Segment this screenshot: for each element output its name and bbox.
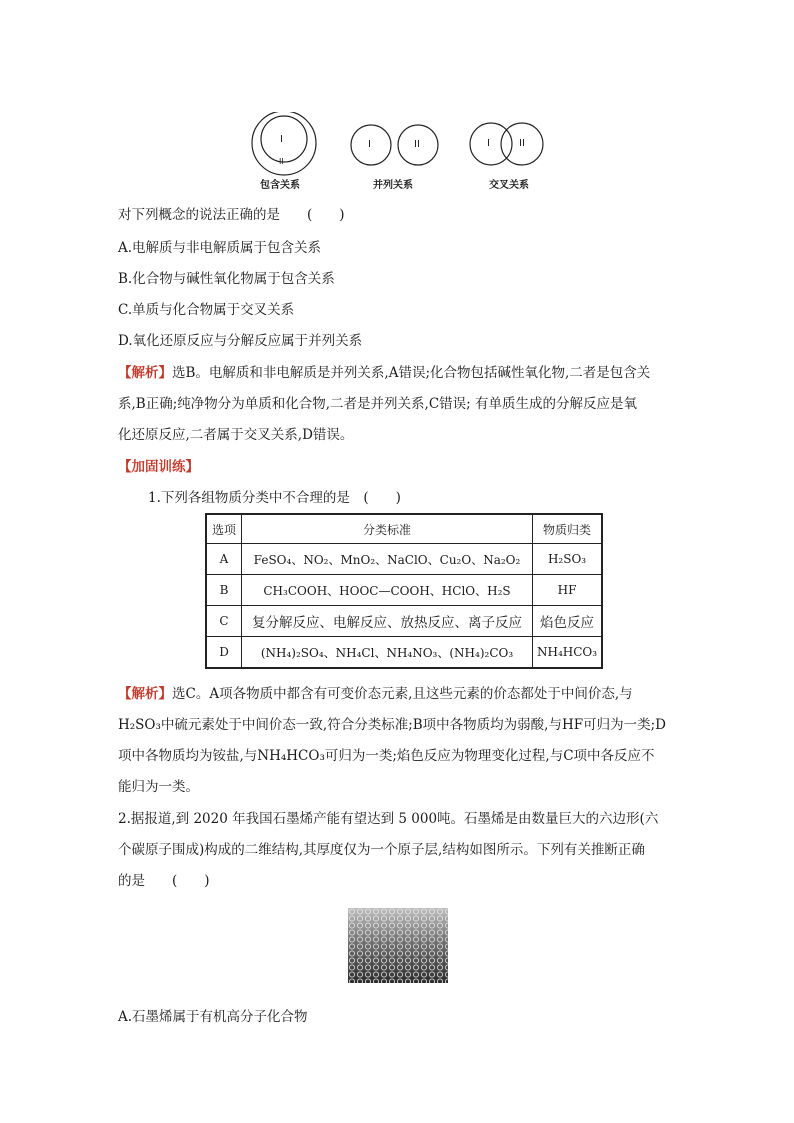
contain-caption: 包含关系: [260, 180, 300, 191]
parallel-caption: 并列关系: [373, 180, 413, 191]
header-cell: 选项: [206, 514, 242, 544]
analysis-line: 能归为一类。: [118, 779, 199, 795]
analysis-line: 系,B正确;纯净物分为单质和化合物,二者是并列关系,C错误; 有单质生成的分解反应是氧: [118, 396, 638, 412]
question-stem: 对下列概念的说法正确的是 ( ): [118, 207, 345, 223]
table-cell: HF: [533, 575, 603, 606]
analysis-line: 化还原反应,二者属于交叉关系,D错误。: [118, 427, 354, 443]
option-b: B.化合物与碱性氧化物属于包含关系: [118, 271, 335, 287]
table-row: [206, 544, 602, 575]
practice-tag: 【加固训练】: [118, 459, 199, 475]
cross-label-one: I: [487, 138, 490, 149]
table-cell: FeSO₄、NO₂、MnO₂、NaClO、Cu₂O、Na₂O₂: [242, 544, 533, 575]
analysis-paragraph-line: [118, 364, 650, 382]
contain-label-one: I: [280, 134, 283, 145]
classification-table: [205, 513, 603, 669]
question-2-line: 的是 ( ): [118, 873, 210, 889]
table-cell: D: [206, 637, 242, 669]
table-cell: CH₃COOH、HOOC—COOH、HClO、H₂S: [242, 575, 533, 606]
question-2-line: 2.据报道,到 2020 年我国石墨烯产能有望达到 5 000吨。石墨烯是由数量巨大的六边形(六: [118, 811, 659, 827]
parallel-circle-one: [351, 125, 391, 165]
analysis-tag: 【解析】: [118, 365, 172, 381]
relationship-diagram: [240, 112, 560, 192]
table-row: [206, 575, 602, 606]
header-cell: 分类标准: [242, 514, 533, 544]
table-row: [206, 637, 602, 669]
parallel-label-two: II: [414, 139, 420, 150]
table-cell: 复分解反应、电解反应、放热反应、离子反应: [242, 606, 533, 637]
graphene-structure-image: [348, 908, 448, 983]
parallel-label-one: I: [368, 139, 371, 150]
graphene-lattice: [348, 908, 448, 983]
cross-label-two: II: [519, 138, 525, 149]
analysis-text: 选C。A项各物质中都含有可变价态元素,且这些元素的价态都处于中间价态,与: [172, 686, 633, 702]
option-d: D.氧化还原反应与分解反应属于并列关系: [118, 333, 363, 349]
contain-label-two: II: [279, 157, 284, 166]
analysis-text: 选B。电解质和非电解质是并列关系,A错误;化合物包括碱性氧化物,二者是包含关: [172, 365, 651, 381]
table-cell: A: [206, 544, 242, 575]
table-cell: 焰色反应: [533, 606, 603, 637]
header-cell: 物质归类: [533, 514, 603, 544]
option-a: A.石墨烯属于有机高分子化合物: [118, 1009, 308, 1025]
question-1-stem: 1.下列各组物质分类中不合理的是 ( ): [148, 490, 401, 506]
analysis-line: H₂SO₃中硫元素处于中间价态一致,符合分类标准;B项中各物质均为弱酸,与HF可归为一类;D: [118, 717, 666, 733]
cross-caption: 交叉关系: [489, 180, 529, 191]
analysis-tag: 【解析】: [118, 686, 172, 702]
table-cell: C: [206, 606, 242, 637]
analysis-line: 项中各物质均为铵盐,与NH₄HCO₃可归为一类;焰色反应为物理变化过程,与C项中各反应不: [118, 748, 655, 764]
table-row: [206, 606, 602, 637]
option-a: A.电解质与非电解质属于包含关系: [118, 240, 322, 256]
option-c: C.单质与化合物属于交叉关系: [118, 302, 295, 318]
table-cell: (NH₄)₂SO₄、NH₄Cl、NH₄NO₃、(NH₄)₂CO₃: [242, 637, 533, 669]
table-cell: H₂SO₃: [533, 544, 603, 575]
cross-circle-one: [470, 123, 512, 165]
table-header-row: [206, 514, 602, 544]
analysis-paragraph-line: [118, 685, 633, 703]
table-cell: B: [206, 575, 242, 606]
contain-inner-circle: [261, 116, 307, 162]
table-cell: NH₄HCO₃: [533, 637, 603, 669]
question-2-line: 个碳原子围成)构成的二维结构,其厚度仅为一个原子层,结构如图所示。下列有关推断正确: [118, 842, 645, 858]
